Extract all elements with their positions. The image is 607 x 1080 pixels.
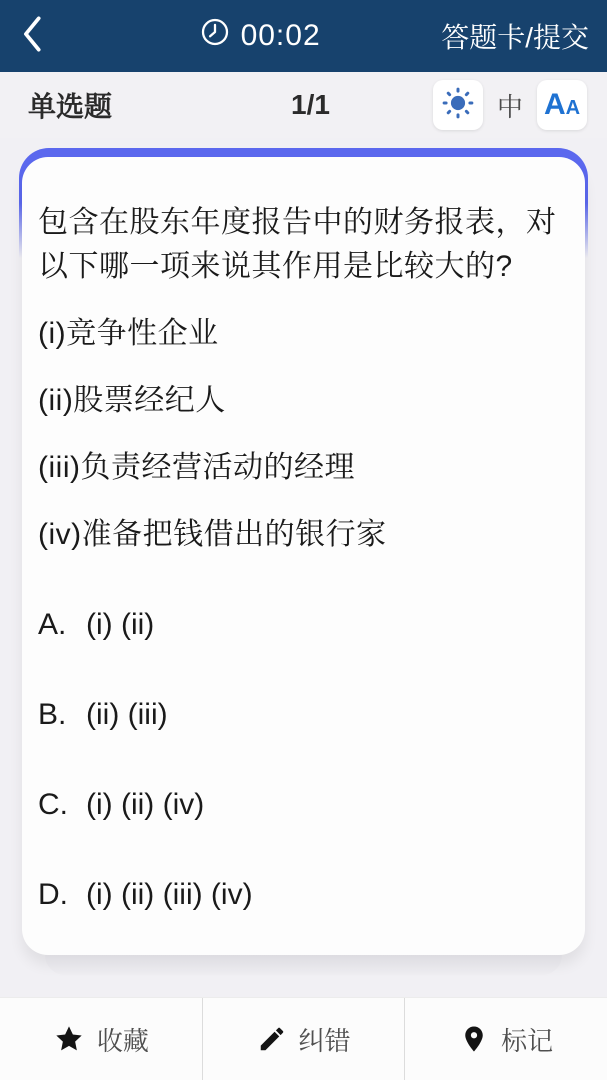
option-label: B.: [38, 698, 67, 731]
font-size-button[interactable]: [537, 80, 587, 130]
question-item: (ii)股票经纪人: [38, 384, 226, 417]
report-error-label: 纠错: [298, 1025, 351, 1056]
mark-label: 标记: [501, 1025, 554, 1056]
question-area: [0, 138, 607, 997]
option-c[interactable]: [38, 783, 569, 827]
favorite-button[interactable]: [0, 998, 202, 1080]
option-text: (i) (ii) (iii) (iv): [86, 878, 253, 911]
question-progress: 1/1: [291, 89, 330, 120]
bottom-action-bar: [0, 997, 607, 1080]
top-nav-bar: [0, 0, 607, 72]
question-type-label: 单选题: [28, 91, 113, 122]
option-label: C.: [38, 788, 68, 821]
options-list: [38, 603, 569, 917]
timer-value: 00:02: [240, 19, 321, 52]
option-d[interactable]: [38, 873, 569, 917]
option-text: (i) (ii) (iv): [86, 788, 205, 821]
question-card: [22, 157, 585, 955]
font-size-current-label: 中: [496, 91, 523, 122]
location-pin-icon: [459, 1024, 489, 1054]
chevron-left-icon: [18, 14, 48, 59]
answer-card-submit-button[interactable]: 答题卡/提交: [441, 22, 589, 53]
mark-button[interactable]: [404, 998, 607, 1080]
question-item: (iii)负责经营活动的经理: [38, 451, 355, 484]
option-b[interactable]: [38, 693, 569, 737]
option-label: D.: [38, 878, 68, 911]
Aa-icon: AA: [543, 88, 581, 121]
question-stem: 包含在股东年度报告中的财务报表，对以下哪一项来说其作用是比较大的?: [38, 206, 557, 283]
option-label: A.: [38, 608, 67, 641]
sun-icon: [441, 86, 475, 125]
question-card-border: [19, 148, 588, 955]
question-header-bar: [0, 72, 607, 138]
back-button[interactable]: [18, 14, 78, 59]
card-stack-edge: [45, 955, 562, 975]
question-item: (iv)准备把钱借出的银行家: [38, 518, 387, 551]
pencil-icon: [257, 1024, 287, 1054]
question-item: (i)竞争性企业: [38, 317, 219, 350]
star-icon: [53, 1023, 85, 1055]
option-text: (ii) (iii): [86, 698, 168, 731]
report-error-button[interactable]: [202, 998, 405, 1080]
clock-icon: [199, 16, 231, 56]
option-text: (i) (ii): [86, 608, 155, 641]
option-a[interactable]: [38, 603, 569, 647]
brightness-button[interactable]: [433, 80, 483, 130]
favorite-label: 收藏: [96, 1025, 149, 1056]
toolbar: [433, 80, 587, 130]
timer: [78, 16, 441, 56]
